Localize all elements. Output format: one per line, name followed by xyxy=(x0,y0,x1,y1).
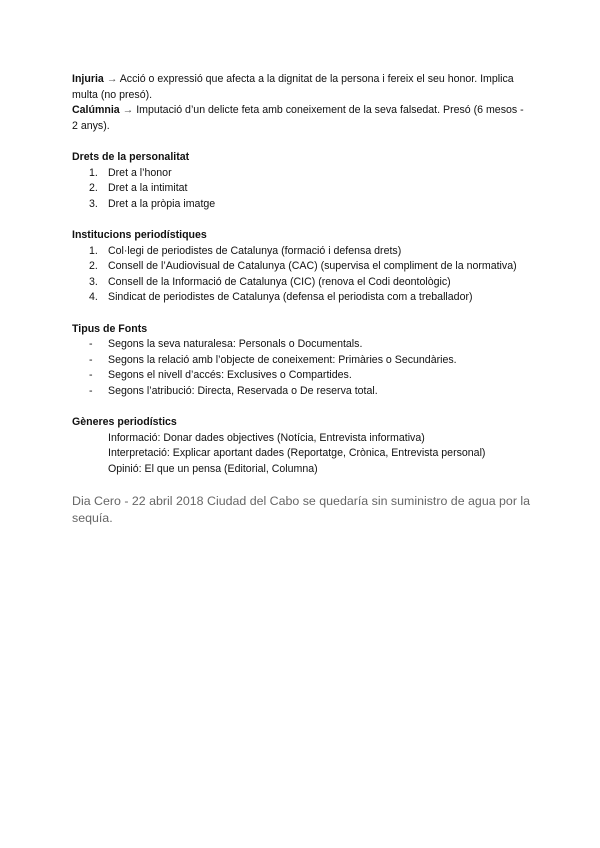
dia-cero-note: Dia Cero - 22 abril 2018 Ciudad del Cabo se quedaría sin suministro de agua por la sequía. xyxy=(72,494,531,525)
list-item-text: Dret a l’honor xyxy=(108,166,172,179)
calumnia-paragraph xyxy=(72,103,532,134)
dash-bullet: - xyxy=(89,369,93,381)
list-item-text: Segons la relació amb l’objecte de coneixement: Primàries o Secundàries. xyxy=(108,353,457,366)
institucions-list xyxy=(72,244,532,306)
list-number: 2. xyxy=(89,182,98,194)
arrow-icon: → xyxy=(122,104,134,116)
institucions-heading: Institucions periodístiques xyxy=(72,229,207,241)
list-number: 3. xyxy=(89,197,98,210)
list-item-text: Segons l’atribució: Directa, Reservada o De reserva total. xyxy=(108,384,378,397)
calumnia-definition: Imputació d’un delicte feta amb coneixement de la seva falsedat. Presó (6 mesos - 2 anys). xyxy=(72,104,524,132)
drets-heading: Drets de la personalitat xyxy=(72,151,190,163)
list-item-text: Segons el nivell d’accés: Exclusives o Compartides. xyxy=(108,369,352,381)
list-item: Opinió: El que un pensa (Editorial, Columna) xyxy=(108,462,318,475)
list-item xyxy=(72,275,532,291)
fonts-list xyxy=(72,337,532,399)
document-page xyxy=(72,72,532,527)
list-item-text: Segons la seva naturalesa: Personals o Documentals. xyxy=(108,338,363,350)
list-item xyxy=(72,368,532,384)
injuria-term: Injuria xyxy=(72,73,104,85)
arrow-icon: → xyxy=(106,73,118,85)
list-item xyxy=(72,181,532,197)
injuria-paragraph xyxy=(72,72,532,103)
injuria-definition: Acció o expressió que afecta a la dignitat de la persona i fereix el seu honor. Implica multa (no presó). xyxy=(72,73,514,101)
list-item xyxy=(72,353,532,369)
dash-bullet: - xyxy=(89,338,93,350)
list-item xyxy=(72,166,532,182)
list-item xyxy=(72,244,532,260)
calumnia-term: Calúmnia xyxy=(72,104,120,116)
list-item-text: Consell de la Informació de Catalunya (CIC) (renova el Codi deontològic) xyxy=(108,275,451,288)
dash-bullet: - xyxy=(89,353,93,366)
list-number: 4. xyxy=(89,291,98,303)
list-item-text: Dret a la intimitat xyxy=(108,182,188,194)
list-item xyxy=(72,259,532,275)
generes-list xyxy=(72,431,532,478)
list-item-text: Dret a la pròpia imatge xyxy=(108,197,216,210)
list-number: 1. xyxy=(89,244,98,257)
list-item xyxy=(72,197,532,213)
list-item-text: Sindicat de periodistes de Catalunya (defensa el periodista com a treballador) xyxy=(108,291,473,303)
generes-heading: Gèneres periodístics xyxy=(72,416,177,428)
list-item: Informació: Donar dades objectives (Notícia, Entrevista informativa) xyxy=(108,431,425,444)
drets-list xyxy=(72,166,532,213)
list-number: 3. xyxy=(89,275,98,288)
list-number: 2. xyxy=(89,260,98,272)
list-item xyxy=(72,384,532,400)
dash-bullet: - xyxy=(89,384,93,397)
list-item-text: Consell de l’Audiovisual de Catalunya (CAC) (supervisa el compliment de la normativa) xyxy=(108,260,517,272)
list-item: Interpretació: Explicar aportant dades (Reportatge, Crònica, Entrevista personal) xyxy=(108,447,486,459)
list-number: 1. xyxy=(89,166,98,179)
fonts-heading: Tipus de Fonts xyxy=(72,322,148,335)
list-item xyxy=(72,337,532,353)
list-item xyxy=(72,290,532,306)
list-item-text: Col·legi de periodistes de Catalunya (formació i defensa drets) xyxy=(108,244,402,257)
